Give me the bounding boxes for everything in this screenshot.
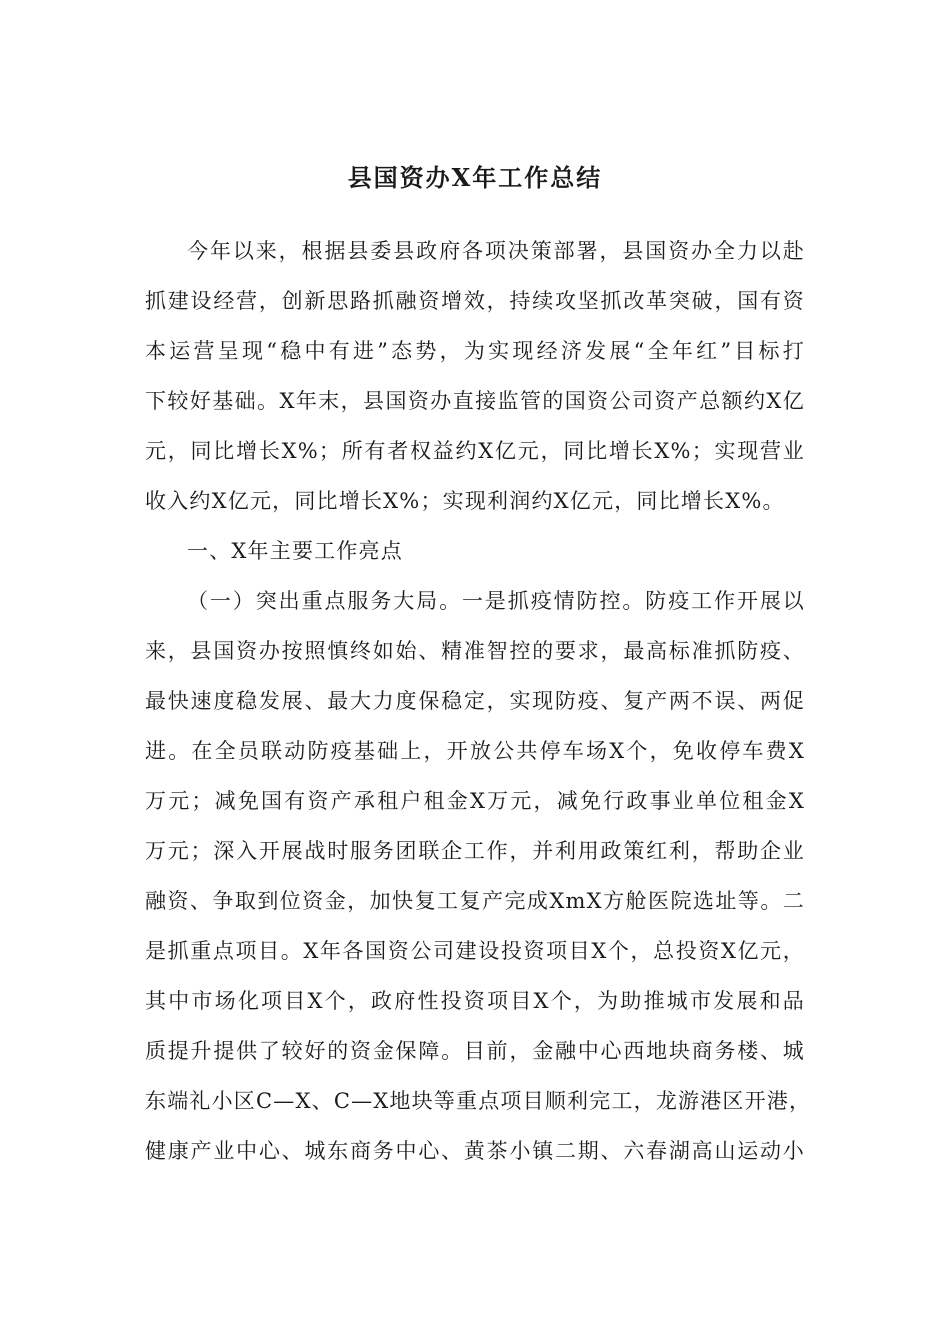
paragraph-line: 来，县国资办按照慎终如始、精准智控的要求，最高标准抓防疫、: [145, 639, 805, 663]
paragraph-line: 收入约X亿元，同比增长X%；实现利润约X亿元，同比增长X%。: [145, 489, 785, 513]
paragraph-line: 万元；深入开展战时服务团联企工作，并利用政策红利，帮助企业: [145, 839, 805, 863]
paragraph-line: 融资、争取到位资金，加快复工复产完成XmX方舱医院选址等。二: [145, 889, 805, 913]
paragraph-line: 万元；减免国有资产承租户租金X万元，减免行政事业单位租金X: [145, 789, 805, 813]
paragraph-line: 抓建设经营，创新思路抓融资增效，持续攻坚抓改革突破，国有资: [145, 289, 805, 313]
paragraph-line: （一）突出重点服务大局。一是抓疫情防控。防疫工作开展以: [187, 589, 805, 613]
paragraph-line: 东端礼小区C—X、C—X地块等重点项目顺利完工，龙游港区开港，: [145, 1089, 812, 1113]
paragraph-line: 健康产业中心、城东商务中心、黄茶小镇二期、六春湖高山运动小: [145, 1139, 805, 1163]
paragraph-line: 是抓重点项目。X年各国资公司建设投资项目X个，总投资X亿元，: [145, 939, 805, 963]
paragraph-line: 最快速度稳发展、最大力度保稳定，实现防疫、复产两不误、两促: [145, 689, 805, 713]
paragraph-line: 下较好基础。X年末，县国资办直接监管的国资公司资产总额约X亿: [145, 389, 805, 413]
paragraph-line: 其中市场化项目X个，政府性投资项目X个，为助推城市发展和品: [145, 989, 805, 1013]
document-title: 县国资办X年工作总结: [347, 163, 603, 192]
paragraph-line: 今年以来，根据县委县政府各项决策部署，县国资办全力以赴: [187, 239, 805, 263]
paragraph-line: 元，同比增长X%；所有者权益约X亿元，同比增长X%；实现营业: [145, 439, 805, 463]
section-heading: 一、X年主要工作亮点: [187, 539, 403, 563]
paragraph-line: 进。在全员联动防疫基础上，开放公共停车场X个，免收停车费X: [145, 739, 805, 763]
paragraph-line: 本运营呈现“稳中有进”态势，为实现经济发展“全年红”目标打: [145, 339, 805, 363]
paragraph-line: 质提升提供了较好的资金保障。目前，金融中心西地块商务楼、城: [145, 1039, 805, 1063]
